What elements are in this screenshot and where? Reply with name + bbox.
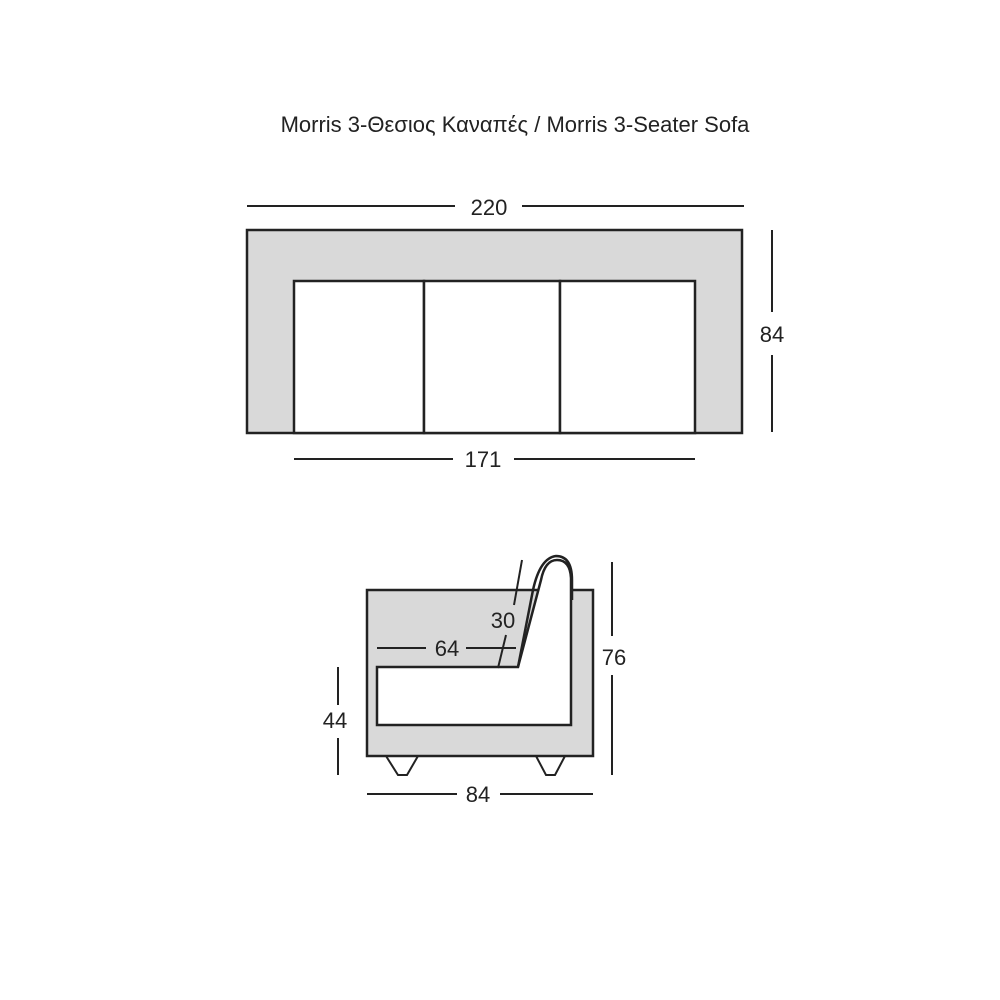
dimension-seat-depth-label: 64: [434, 636, 460, 661]
front-leg: [386, 756, 418, 775]
dimension-width-label: 220: [470, 195, 508, 220]
rear-leg: [536, 756, 565, 775]
dimension-depth-label: 84: [759, 322, 785, 347]
dimension-side-depth-label: 84: [465, 782, 491, 807]
seat-cushion-left: [294, 281, 424, 433]
seat-cushion-middle: [424, 281, 560, 433]
dimension-height-label: 76: [601, 645, 627, 670]
dimension-seat-height-label: 44: [322, 708, 348, 733]
dimension-seat-width-label: 171: [464, 447, 502, 472]
side-view: [323, 556, 626, 807]
dimension-backrest-label: 30: [490, 608, 516, 633]
top-view: [247, 195, 784, 472]
seat-cushion-right: [560, 281, 695, 433]
diagram-title: Morris 3-Θεσιος Καναπές / Morris 3-Seater Sofa: [280, 112, 750, 137]
